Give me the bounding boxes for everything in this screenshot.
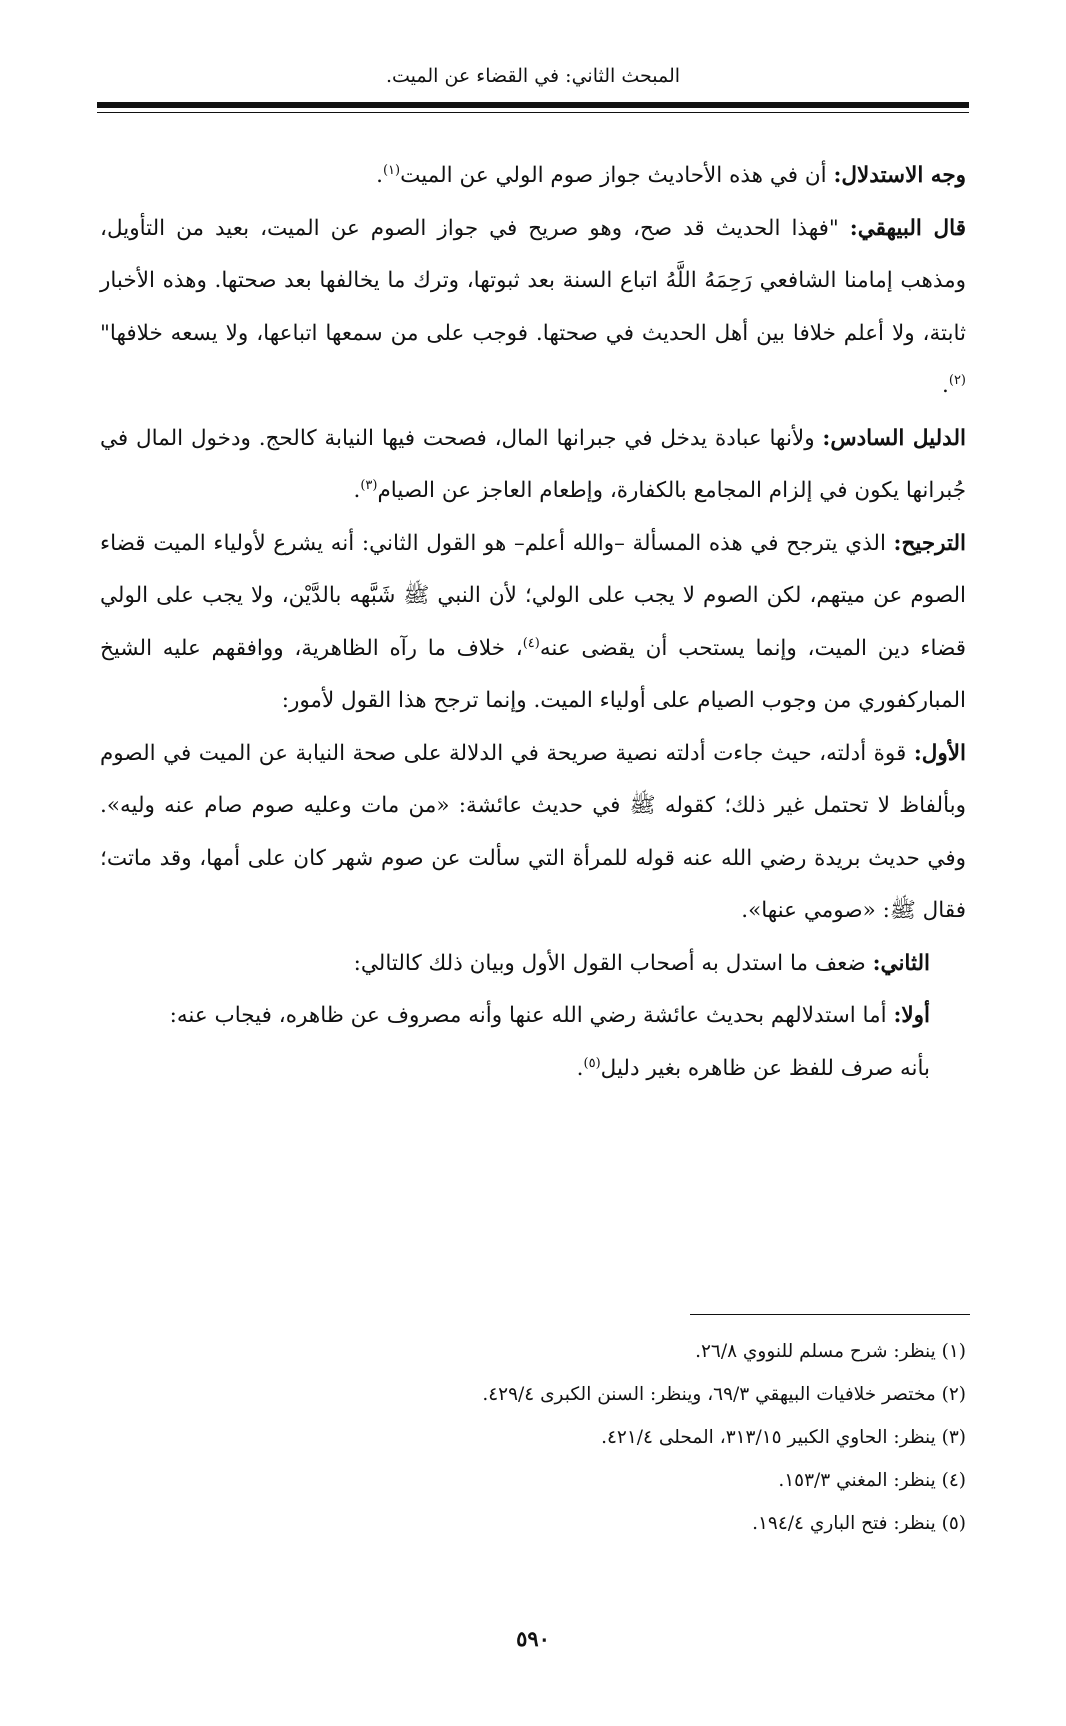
paragraph-text: ولأنها عبادة يدخل في جبرانها المال، فصحت فيها النيابة كالحج. ودخول المال في جُبرانها يكون في إلزام المجامع بالكفارة، وإطعام العاجز عن الصيام	[100, 425, 966, 503]
footnote-item: (٥) ينظر: فتح الباري ١٩٤/٤.	[752, 1513, 966, 1534]
paragraph-end: .	[353, 478, 361, 503]
paragraph-label: الترجيح:	[893, 530, 966, 556]
paragraph-inference	[100, 150, 966, 203]
footnote-separator	[690, 1314, 970, 1315]
paragraph-text: "فهذا الحديث قد صح، وهو صريح في جواز الصوم عن الميت، بعيد من التأويل، ومذهب إمامنا الشافعي رَحِمَهُ اللَّهُ اتباع السنة بعد ثبوتها، وترك ما يخالفها بعد صحتها. وهذه الأخبار ثابتة، ولا أعلم خلافا بين أهل الحديث في صحتها. فوجب على من سمعها اتباعها، ولا يسعه خلافها"	[100, 215, 966, 346]
paragraph-label: وجه الاستدلال:	[833, 163, 966, 188]
paragraph-text-continued: ، خلاف ما رآه الظاهرية، ووافقهم عليه الشيخ المباركفوري من وجوب الصيام على أولياء الميت. وإنما ترجح هذا القول لأمور:	[100, 635, 966, 713]
paragraph-label: الأول:	[913, 740, 966, 766]
paragraph-text: أما استدلالهم بحديث عائشة رضي الله عنها وأنه مصروف عن ظاهره، فيجاب عنه:	[169, 1003, 894, 1028]
paragraph-text: الذي يترجح في هذه المسألة –والله أعلم– هو القول الثاني: أنه يشرع لأولياء الميت قضاء الصوم عن ميتهم، لكن الصوم لا يجب على الولي؛ لأن النبي ﷺ شَبَّهه بالدَّيْن، ولا يجب على الولي قضاء دين الميت، وإنما يستحب أن يقضى عنه	[100, 530, 966, 661]
footnote-ref: (٣)	[360, 477, 378, 493]
paragraph-text: بأنه صرف للفظ عن ظاهره بغير دليل	[600, 1055, 930, 1081]
footnote-ref: (١)	[382, 162, 401, 178]
paragraph-end: .	[376, 163, 383, 188]
paragraph-label: قال البيهقي:	[849, 215, 966, 241]
paragraph-first-reason	[100, 728, 966, 938]
footnote-ref: (٢)	[948, 372, 966, 388]
paragraph-label: الثاني:	[872, 950, 930, 976]
paragraph-label: أولا:	[893, 1003, 930, 1028]
paragraph-end: .	[942, 373, 949, 398]
paragraph-text: قوة أدلته، حيث جاءت أدلته نصية صريحة في الدلالة على صحة النيابة عن الميت في الصوم وبألفاظ لا تحتمل غير ذلك؛ كقوله ﷺ في حديث عائشة: «من مات وعليه صوم صام عنه وليه». وفي حديث بريدة رضي الله عنه قوله للمرأة التي سألت عن صوم شهر كان على أمها، وقد ماتت؛ فقال ﷺ: «صومي عنها».	[100, 740, 966, 923]
header-rule-thick	[97, 102, 969, 108]
footnote-item: (١) ينظر: شرح مسلم للنووي ٢٦/٨.	[695, 1341, 966, 1362]
footnotes	[100, 1330, 966, 1545]
paragraph-firstly	[100, 990, 966, 1043]
paragraph-bayhaqi	[100, 203, 966, 413]
paragraph-text: ضعف ما استدل به أصحاب القول الأول وبيان ذلك كالتالي:	[353, 950, 873, 976]
page-number: ٥٩٠	[516, 1626, 550, 1651]
paragraph-label: الدليل السادس:	[822, 425, 966, 451]
footnote-item: (٢) مختصر خلافيات البيهقي ٦٩/٣، وينظر: السنن الكبرى ٤٢٩/٤.	[482, 1384, 966, 1405]
running-header: المبحث الثاني: في القضاء عن الميت.	[385, 65, 681, 87]
footnote-ref: (٥)	[583, 1055, 601, 1071]
header-rule-thin	[97, 112, 969, 113]
paragraph-second-reason	[100, 938, 966, 991]
paragraph-end: .	[576, 1055, 584, 1081]
paragraph-sixth-evidence	[100, 413, 966, 518]
footnote-item: (٣) ينظر: الحاوي الكبير ٣١٣/١٥، المحلى ٤٢١/٤.	[601, 1427, 966, 1448]
paragraph-preference	[100, 518, 966, 728]
paragraph-answer	[100, 1043, 966, 1096]
footnote-ref: (٤)	[522, 635, 540, 651]
footnote-item: (٤) ينظر: المغني ١٥٣/٣.	[778, 1470, 966, 1491]
body-text	[100, 150, 966, 1095]
paragraph-text: أن في هذه الأحاديث جواز صوم الولي عن الميت	[400, 163, 834, 188]
